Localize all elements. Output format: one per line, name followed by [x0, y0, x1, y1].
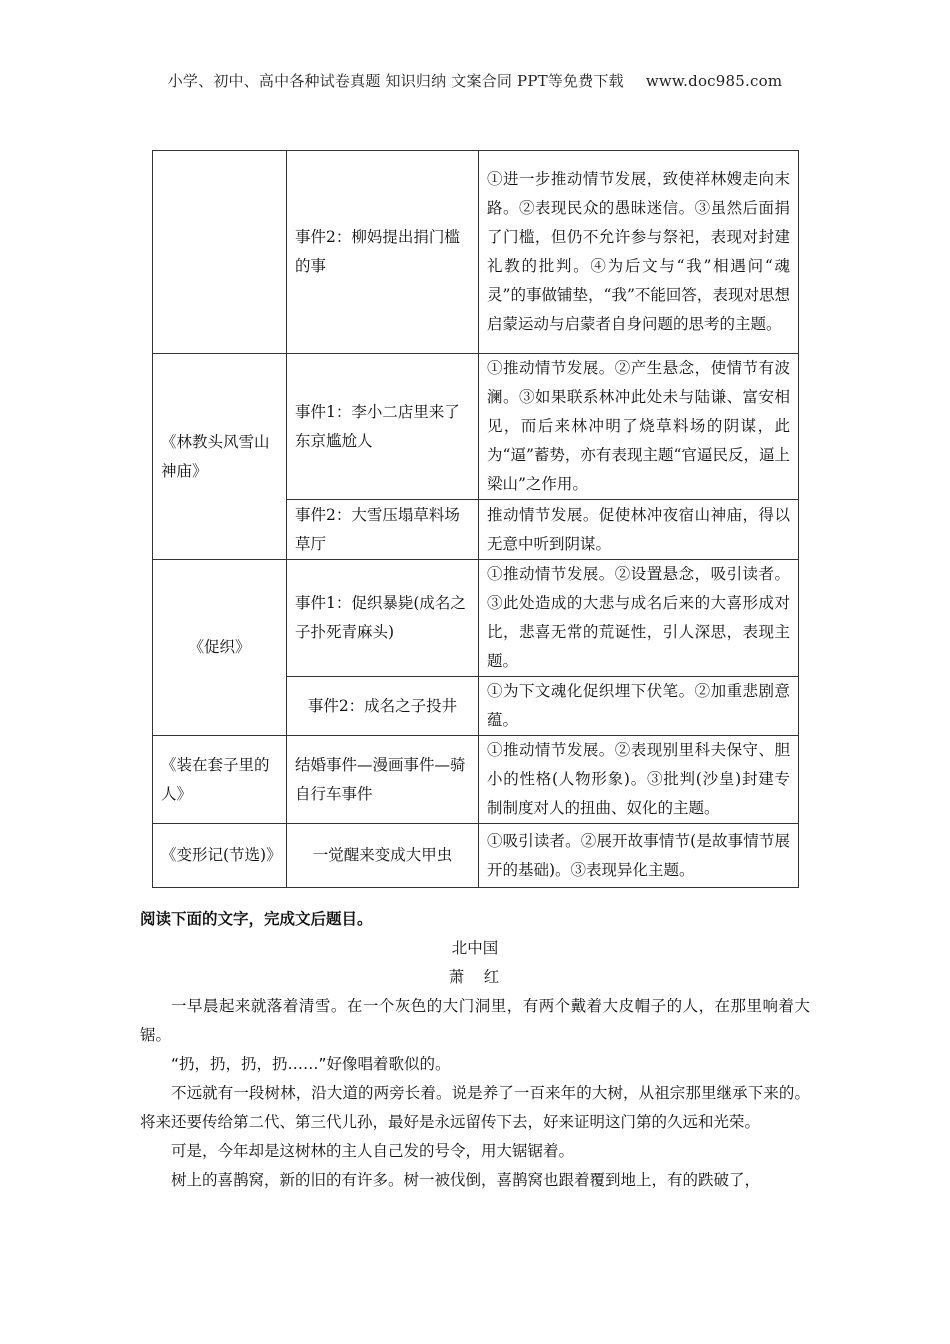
analysis-table	[152, 150, 799, 888]
event-cell: 一觉醒来变成大甲虫	[287, 824, 479, 888]
table-row	[153, 560, 799, 677]
desc-cell: ①吸引读者。②展开故事情节(是故事情节展开的基础)。③表现异化主题。	[479, 824, 799, 888]
passage-title: 北中国	[451, 939, 499, 957]
table-row	[153, 824, 799, 888]
passage-paragraph: 可是，今年却是这树林的主人自己发的号令，用大锯锯着。	[171, 1142, 575, 1160]
work-cell: 《变形记(节选)》	[153, 824, 287, 888]
header-site: www.doc985.com	[645, 72, 783, 90]
event-cell: 事件2：大雪压塌草料场草厅	[287, 500, 479, 560]
page-header	[0, 70, 950, 91]
desc-cell: ①推动情节发展。②设置悬念，吸引读者。③此处造成的大悲与成名后来的大喜形成对比，悲喜无常的荒诞性，引人深思，表现主题。	[479, 560, 799, 677]
desc-cell: ①为下文魂化促织埋下伏笔。②加重悲剧意蕴。	[479, 677, 799, 736]
work-cell	[153, 151, 287, 354]
passage-paragraph: 一早晨起来就落着清雪。在一个灰色的大门洞里，有两个戴着大皮帽子的人，在那里响着大锯。	[140, 997, 810, 1044]
passage-paragraph: “扔，扔，扔，扔……”好像唱着歌似的。	[171, 1055, 451, 1073]
work-cell: 《促织》	[153, 560, 287, 736]
table-row	[153, 354, 799, 500]
event-cell: 事件1：促织暴毙(成名之子扑死青麻头)	[287, 560, 479, 677]
event-cell: 事件2：柳妈提出捐门槛的事	[287, 151, 479, 354]
desc-cell: ①推动情节发展。②表现别里科夫保守、胆小的性格(人物形象)。③批判(沙皇)封建专制制度对人的扭曲、奴化的主题。	[479, 736, 799, 824]
table-row	[153, 151, 799, 354]
work-cell: 《林教头风雪山神庙》	[153, 354, 287, 560]
passage-paragraph: 不远就有一段树林，沿大道的两旁长着。说是养了一百来年的大树，从祖宗那里继承下来的。将来还要传给第二代、第三代儿孙，最好是永远留传下去，好来证明这门第的久远和光荣。	[140, 1084, 810, 1131]
passage-paragraph: 树上的喜鹊窝，新的旧的有许多。树一被伐倒，喜鹊窝也跟着覆到地上，有的跌破了，	[171, 1171, 761, 1189]
event-cell: 结婚事件—漫画事件—骑自行车事件	[287, 736, 479, 824]
event-cell: 事件2：成名之子投井	[287, 677, 479, 736]
desc-cell: ①进一步推动情节发展，致使祥林嫂走向末路。②表现民众的愚昧迷信。③虽然后面捐了门槛，但仍不允许参与祭祀，表现对封建礼教的批判。④为后文与“我”相遇问“魂灵”的事做铺垫，“我”不能回答，表现对思想启蒙运动与启蒙者自身问题的思考的主题。	[479, 151, 799, 354]
table-row	[153, 736, 799, 824]
desc-cell: 推动情节发展。促使林冲夜宿山神庙，得以无意中听到阴谋。	[479, 500, 799, 560]
passage-author: 萧 红	[448, 968, 502, 986]
reading-instruction: 阅读下面的文字，完成文后题目。	[140, 910, 373, 928]
event-cell: 事件1：李小二店里来了东京尴尬人	[287, 354, 479, 500]
work-cell: 《装在套子里的人》	[153, 736, 287, 824]
header-text: 小学、初中、高中各种试卷真题 知识归纳 文案合同 PPT等免费下载	[167, 72, 624, 90]
reading-section	[140, 905, 810, 1195]
desc-cell: ①推动情节发展。②产生悬念，使情节有波澜。③如果联系林冲此处未与陆谦、富安相见，而后来林冲明了烧草料场的阴谋，此为“逼”蓄势，亦有表现主题“官逼民反，逼上梁山”之作用。	[479, 354, 799, 500]
